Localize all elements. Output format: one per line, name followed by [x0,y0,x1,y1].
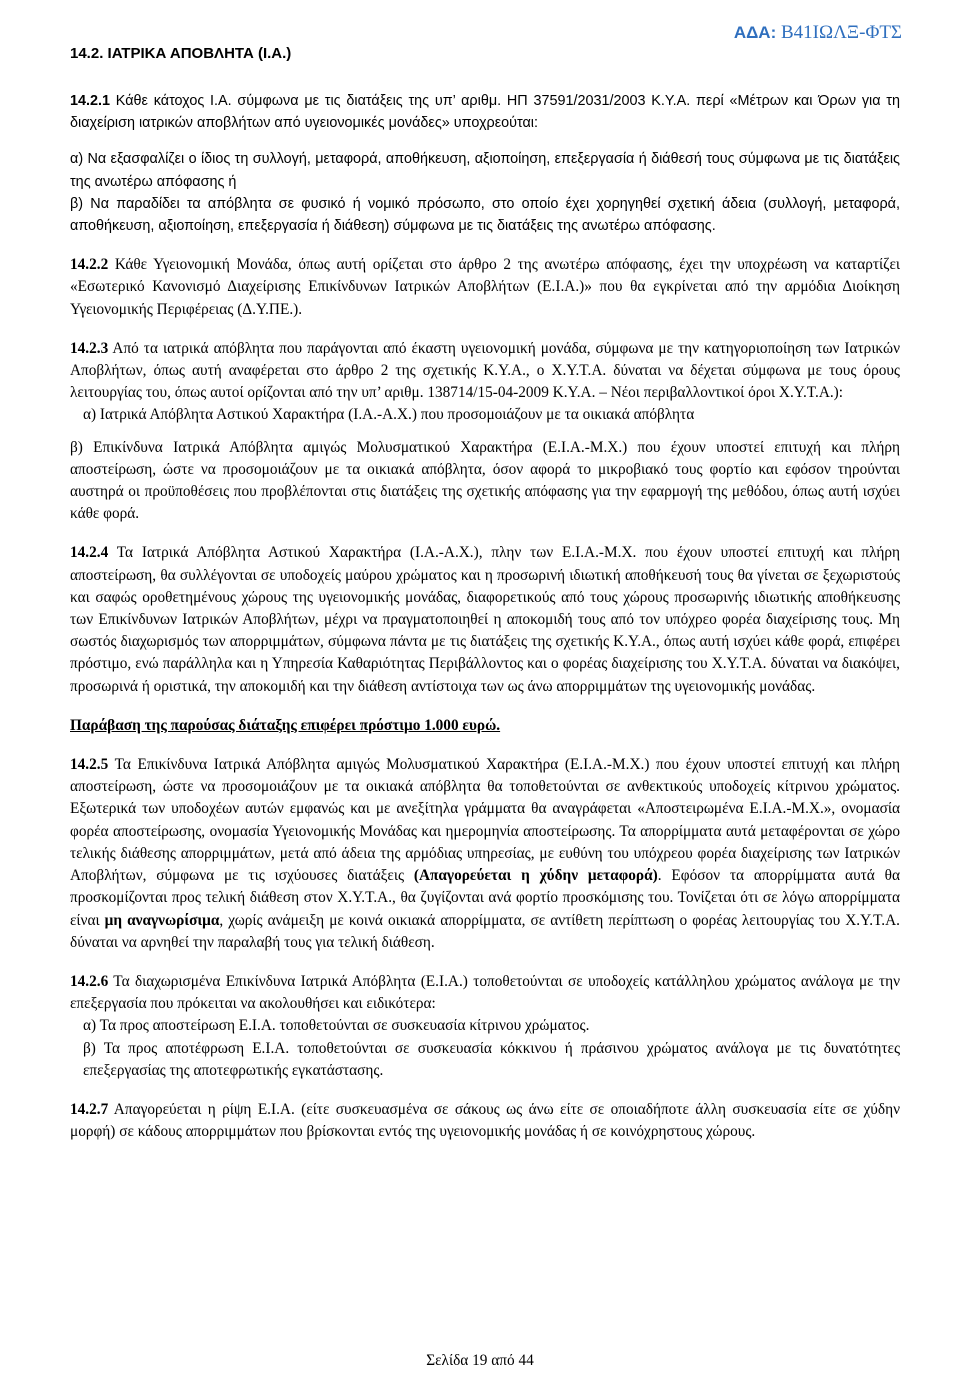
paragraph-text: Κάθε Υγειονομική Μονάδα, όπως αυτή ορίζεται στο άρθρο 2 της ανωτέρω απόφασης, έχει την υποχρέωση να καταρτίζει «Εσωτερικό Κανονισμό Διαχείρισης Επικίνδυνων Ιατρικών Αποβλήτων (Ε.Ι.Α.)» που θα εγκρίνεται από την αρμόδια Διοίκηση Υγειονομικής Περιφέρειας (Δ.Υ.ΠΕ.). [70,256,900,318]
ada-code-header [734,22,902,44]
paragraph-14-2-2 [70,254,900,321]
paragraph-text: Απαγορεύεται η ρίψη Ε.Ι.Α. (είτε συσκευασμένα σε σάκους ως άνω είτε σε οποιαδήποτε άλλη συσκευασία είτε σε χύδην μορφή) σε κάδους απορριμμάτων που βρίσκονται εντός της υγειονομικής μονάδας ή σε κοινόχρηστους χώρους. [70,1100,900,1141]
paragraph-text: Τα Επικίνδυνα Ιατρικά Απόβλητα αμιγώς Μολυσματικού Χαρακτήρα (Ε.Ι.Α.-Μ.Χ.) που έχουν υποστεί επιτυχή και πλήρη αποστείρωση, ώστε να προσομοιάζουν με τα οικιακά απόβλητα θα τοποθετούνται σε ανθεκτικούς υποδοχείς κίτρινου χρώματος. Εξωτερικά των υποδοχέων αυτών εμφανώς και με ανεξίτηλα γράμματα θα αναγράφεται «Αποστειρωμένα Ε.Ι.Α.-Μ.Χ.», ονομασία φορέα αποστείρωσης, ονομασία Υγειονομικής Μονάδας και ημερομηνία αποστείρωσης. Τα απορρίμματα αυτά μεταφέρονται σε χώρο τελικής διάθεσης απορριμμάτων, μετά από άδεια της αρμόδιας υπηρεσίας, με ευθύνη του υπόχρεου φορέα διαχείρισης των Ιατρικών Αποβλήτων, σύμφωνα με τις ισχύουσες διατάξεις [70,756,900,885]
list-item-b: β) Να παραδίδει τα απόβλητα σε φυσικό ή νομικό πρόσωπο, στο οποίο έχει χορηγηθεί σχετική άδεια (συλλογή, μεταφορά, αποθήκευση, αξιοποίηση, επεξεργασία ή διάθεση) σύμφωνα με τις διατάξεις της ανωτέρω απόφασης. [70,195,900,235]
paragraph-text: Από τα ιατρικά απόβλητα που παράγονται από έκαστη υγειονομική μονάδα, σύμφωνα με την κατηγοριοποίηση των Ιατρικών Αποβλήτων, όπως αυτή αναφέρεται στο άρθρο 2 της σχετικής Κ.Υ.Α., ο Χ.Υ.Τ.Α. δύναται να δέχεται σύμφωνα με τους όρους λειτουργίας του, όπως αυτοί ορίζονται από την υπ’ αριθμ. 138714/15-04-2009 Κ.Υ.Α. – Νέοι περιβαλλοντικοί όροι Χ.Υ.Τ.Α.): [70,339,900,402]
paragraph-text: , χωρίς ανάμειξη με κοινά οικιακά απορρίμματα, σε αντίθετη περίπτωση ο φορέας λειτουργίας του Χ.Υ.Τ.Α. δύναται να αρνηθεί την παραλαβή τους για τελική διάθεση. [70,911,900,951]
paragraph-14-2-6 [70,971,900,1015]
list-item-a: α) Να εξασφαλίζει ο ίδιος τη συλλογή, μεταφορά, αποθήκευση, αξιοποίηση, επεξεργασία ή διάθεσή τους σύμφωνα με τις διατάξεις της ανωτέρω απόφασης ή [70,151,900,190]
list-item-a: α) Ιατρικά Απόβλητα Αστικού Χαρακτήρα (Ι.Α.-Α.Χ.) που προσομοιάζουν με τα οικιακά απόβλητα [83,406,695,424]
bold-phrase: μη αναγνωρίσιμα [104,911,220,929]
paragraph-number: 14.2.6 [70,972,109,990]
paragraph-number: 14.2.3 [70,339,109,357]
ada-code: Β41ΙΩΛΞ-ΦΤΣ [781,22,902,43]
paragraph-number: 14.2.5 [70,756,109,774]
paragraph-14-2-7 [70,1099,900,1143]
paragraph-number: 14.2.1 [70,93,111,109]
list-item-b: β) Επικίνδυνα Ιατρικά Απόβλητα αμιγώς Μολυσματικού Χαρακτήρα (Ε.Ι.Α.-Μ.Χ.) που έχουν υποστεί επιτυχή και πλήρη αποστείρωση, ώστε να προσομοιάζουν με τα οικιακά απόβλητα, όσον αφορά το μικροβιακό τους φορτίο και εφόσον τηρούνται αυστηρά οι προϋποθέσεις που προβλέπονται στις διατάξεις της σχετικής απόφασης για την εφαρμογή της μεθόδου, όπως αυτή ισχύει κάθε φορά. [70,438,900,523]
document-body [70,90,900,1143]
ada-label: ΑΔΑ: [733,23,777,42]
paragraph-number: 14.2.7 [70,1100,109,1118]
paragraph-text: . Εφόσον τα απορρίμματα αυτά θα προσκομίζονται προς τελική διάθεση στον Χ.Υ.Τ.Α., θα ζυγίζονται ανά φορτίο προσκόμισης του. Τονίζεται ότι σε λόγω απορρίμματα είναι [70,867,900,929]
section-title: 14.2. ΙΑΤΡΙΚΑ ΑΠΟΒΛΗΤΑ (Ι.Α.) [70,45,292,62]
paragraph-14-2-3 [70,338,900,405]
paragraph-number: 14.2.4 [70,544,109,562]
paragraph-14-2-4 [70,542,900,697]
page-number: Σελίδα 19 από 44 [426,1352,534,1369]
paragraph-14-2-1 [70,90,900,134]
paragraph-text: Τα Ιατρικά Απόβλητα Αστικού Χαρακτήρα (Ι.Α.-Α.Χ.), πλην των Ε.Ι.Α.-Μ.Χ. που έχουν υποστεί επιτυχή και πλήρη αποστείρωση, θα συλλέγονται σε υποδοχείς μαύρου χρώματος και η προσωρινή ιδιωτική αποθήκευσή τους θα γίνεται σε ξεχωριστούς και σαφώς οροθετημένους χώρους της υγειονομικής μονάδας, διαφορετικούς από τους χώρους προσωρινής ιδιωτικής αποθήκευσης των Επικίνδυνων Ιατρικών Αποβλήτων, μέχρι να πραγματοποιηθεί η αποκομιδή τους από τον υπόχρεο φορέα διαχείρισης τους. Μη σωστός διαχωρισμός των απορριμμάτων, σύμφωνα πάντα με τις διατάξεις της σχετικής Κ.Υ.Α., όπως αυτή ισχύει κάθε φορά, επιφέρει πρόστιμο, ενώ παράλληλα και η Υπηρεσία Καθαριότητας Περιβάλλοντος και ο φορέας διαχείρισης του Χ.Υ.Τ.Α. δύναται να διακόψει, προσωρινά ή οριστικά, την αποκομιδή και την διάθεση αντίστοιχα των ως άνω απορριμμάτων της υγειονομικής μονάδας. [70,544,900,695]
paragraph-text: Τα διαχωρισμένα Επικίνδυνα Ιατρικά Απόβλητα (Ε.Ι.Α.) τοποθετούνται σε υποδοχείς κατάλληλου χρώματος ανάλογα με την επεξεργασία που πρόκειται να ακολουθήσει και ειδικότερα: [70,972,900,1013]
list-item-a: α) Τα προς αποστείρωση Ε.Ι.Α. τοποθετούνται σε συσκευασία κίτρινου χρώματος. [83,1017,590,1035]
paragraph-14-2-5 [70,754,900,954]
penalty-notice: Παράβαση της παρούσας διάταξης επιφέρει πρόστιμο 1.000 ευρώ. [70,716,501,734]
paragraph-number: 14.2.2 [70,256,109,274]
bold-phrase: (Απαγορεύεται η χύδην μεταφορά) [413,867,658,885]
list-item-b: β) Τα προς αποτέφρωση Ε.Ι.Α. τοποθετούνται σε συσκευασία κόκκινου ή πράσινου χρώματος ανάλογα με τις δυνατότητες επεξεργασίας της αποτεφρωτικής εγκατάστασης. [83,1039,900,1079]
paragraph-text: Κάθε κάτοχος Ι.Α. σύμφωνα με τις διατάξεις της υπ’ αριθμ. ΗΠ 37591/2031/2003 Κ.Υ.Α. περί «Μέτρων και Όρων για τη διαχείριση ιατρικών αποβλήτων από υγειονομικές μονάδες» υποχρεούται: [70,93,900,132]
